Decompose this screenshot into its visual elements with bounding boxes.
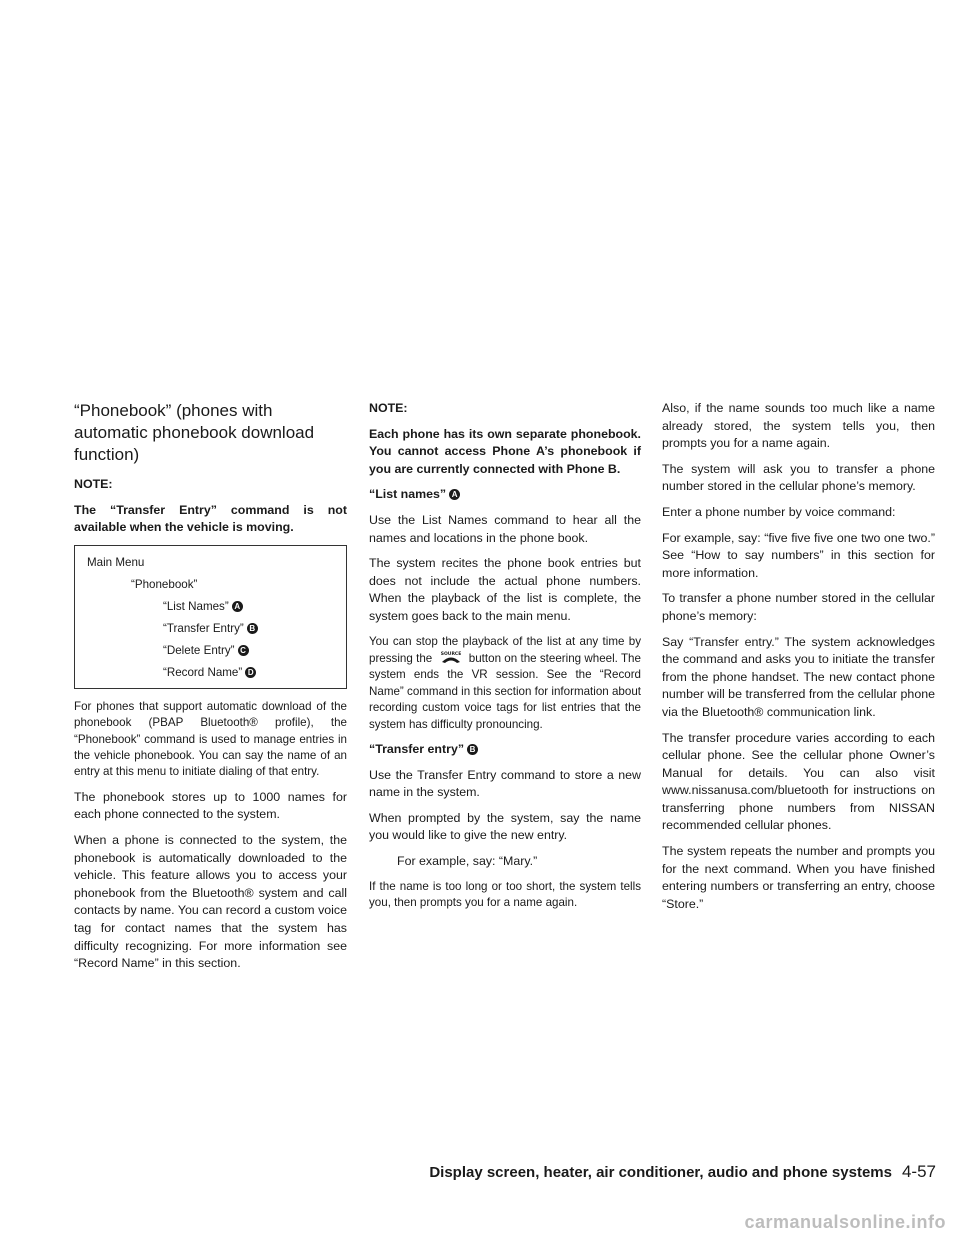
paragraph: The system will ask you to transfer a phone number stored in the cellular phone’s memory.	[662, 461, 935, 494]
note-text: Each phone has its own separate phonebook. You cannot access Phone A’s phonebook if you are currently connected with Phone B.	[369, 426, 641, 476]
paragraph: The system recites the phone book entries but does not include the actual phone numbers. When the playback of the list is complete, the system goes back to the main menu.	[369, 556, 641, 623]
subheading-text: “List names”	[369, 487, 447, 502]
menu-item-transfer-entry	[87, 618, 338, 640]
paragraph: Also, if the name sounds too much like a name already stored, the system tells you, then prompts you for a name again.	[662, 401, 935, 451]
paragraph: Say “Transfer entry.” The system acknowledges the command and asks you to initiate the transfer from the phone handset. The new contact phone number will be transferred from the cellular phone via the Bluetooth® communication link.	[662, 634, 935, 719]
paragraph: For example, say: “five five five one two one two.” See “How to say numbers” in this section for more information.	[662, 530, 935, 580]
subheading-list-names	[369, 486, 641, 504]
paragraph: To transfer a phone number stored in the cellular phone’s memory:	[662, 591, 935, 623]
menu-item-delete-entry	[87, 640, 338, 662]
phone-source-icon	[436, 650, 466, 664]
subheading-transfer-entry	[369, 741, 641, 759]
callout-badge: B	[247, 623, 258, 634]
paragraph: When prompted by the system, say the name you would like to give the new entry.	[369, 810, 641, 843]
paragraph: Use the List Names command to hear all the names and locations in the phone book.	[369, 512, 641, 545]
example-text: For example, say: “Mary.”	[397, 853, 538, 868]
section-title: “Phonebook” (phones with automatic phonebook download function)	[74, 401, 315, 464]
menu-item-label: “List Names”	[163, 599, 229, 613]
paragraph: If the name is too long or too short, the system tells you, then prompts you for a name again.	[369, 879, 641, 909]
callout-badge: B	[467, 744, 478, 755]
callout-badge: A	[232, 601, 243, 612]
watermark: carmanualsonline.info	[744, 1212, 946, 1232]
footer-chapter-title: Display screen, heater, air conditioner, audio and phone systems	[429, 1164, 892, 1181]
callout-badge: C	[238, 645, 249, 656]
text-run: button on the steering wheel. The system ends the VR session. See the “Record Name” command in this section for information about recording custom voice tags for list entries that the system has difficulty pronouncing.	[369, 651, 641, 731]
callout-badge: A	[449, 489, 460, 500]
paragraph: The system repeats the number and prompts you for the next command. When you have finished entering numbers or transferring an entry, choose “Store.”	[662, 844, 935, 911]
page-number: 4-57	[901, 1162, 936, 1181]
paragraph: Enter a phone number by voice command:	[662, 504, 896, 519]
paragraph: When a phone is connected to the system, the phonebook is automatically downloaded to the vehicle. This feature allows you to access your phonebook from the Bluetooth® system and call contacts by name. You can record a custom voice tag for contact names that the system has difficulty recognizing. For more information see “Record Name” in this section.	[74, 833, 347, 971]
column-3	[662, 400, 935, 921]
menu-item-label: “Record Name”	[163, 665, 243, 679]
paragraph: The transfer procedure varies according to each cellular phone. See the cellular phone Owner’s Manual for details. You can also visit www.nissanusa.com/bluetooth for instructions on transferring phone numbers from NISSAN recommended cellular phones.	[662, 730, 935, 833]
paragraph-stop-playback	[369, 634, 641, 733]
paragraph: Use the Transfer Entry command to store a new name in the system.	[369, 767, 641, 800]
menu-item-label: “Delete Entry”	[163, 643, 235, 657]
paragraph: For phones that support automatic download of the phonebook (PBAP Bluetooth® profile), the “Phonebook” command is used to manage entries in the vehicle phonebook. You can say the name of an entry at this menu to initiate dialing of that entry.	[74, 699, 347, 779]
menu-root: Main Menu	[87, 555, 145, 569]
menu-item-list-names	[87, 596, 338, 618]
column-2	[369, 400, 641, 919]
note-label: NOTE:	[369, 401, 408, 415]
subheading-text: “Transfer entry”	[369, 741, 465, 756]
callout-badge: D	[245, 667, 256, 678]
menu-sub: “Phonebook”	[131, 577, 198, 591]
menu-item-label: “Transfer Entry”	[163, 621, 244, 635]
column-1	[74, 400, 347, 981]
note-text: The “Transfer Entry” command is not available when the vehicle is moving.	[74, 502, 347, 535]
text-run: You can stop the playback of the list at any time by pressing the	[369, 634, 641, 665]
note-label: NOTE:	[74, 477, 113, 491]
menu-tree-box	[74, 545, 347, 689]
menu-item-record-name	[87, 662, 338, 684]
icon-label: SOURCE	[440, 651, 461, 657]
paragraph: The phonebook stores up to 1000 names for each phone connected to the system.	[74, 789, 347, 822]
page-footer	[0, 1162, 936, 1183]
